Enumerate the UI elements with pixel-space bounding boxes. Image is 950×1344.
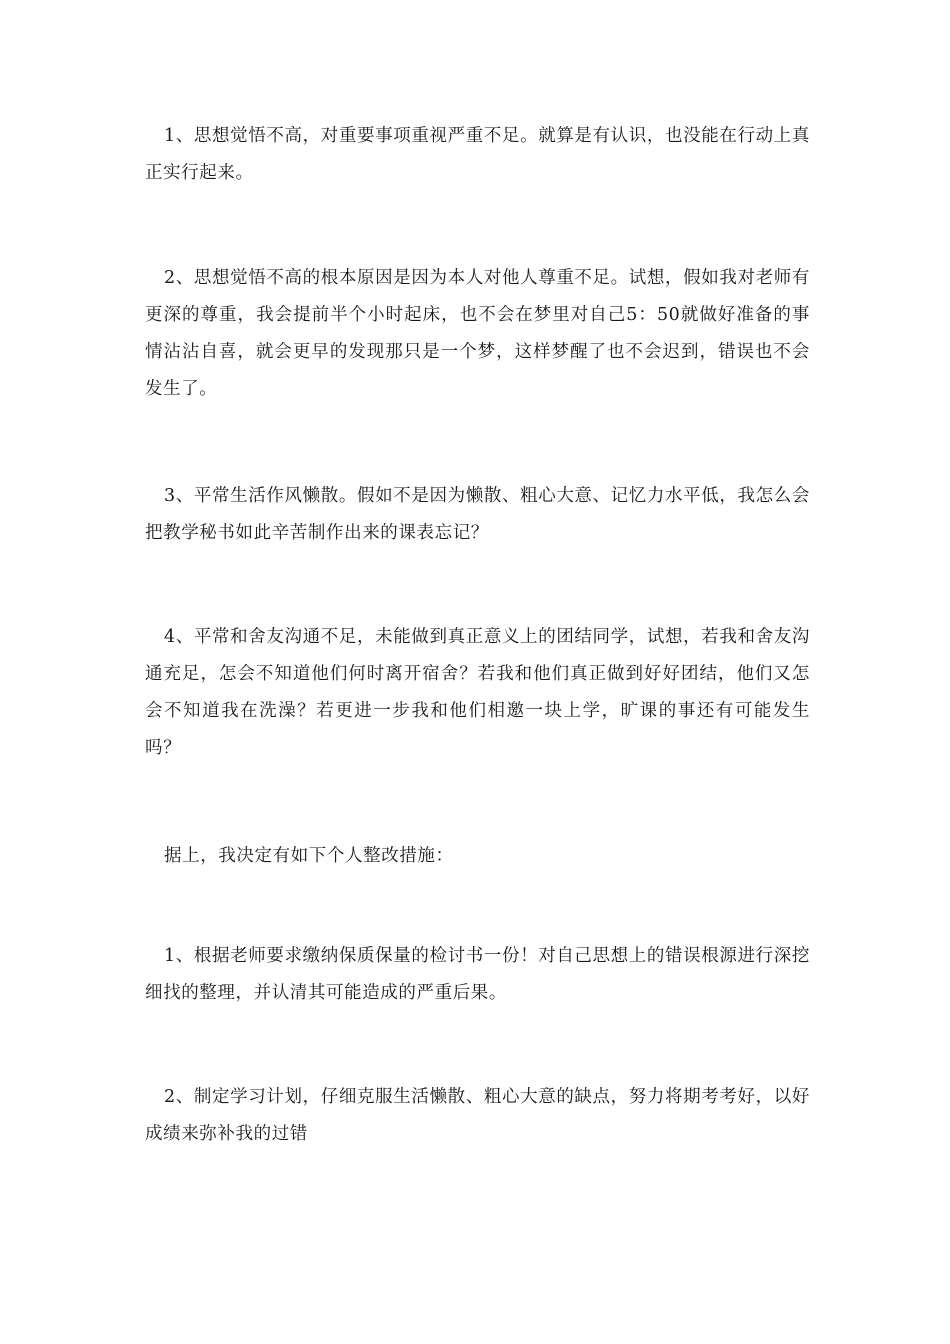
measure-paragraph-1: 1、根据老师要求缴纳保质保量的检讨书一份！对自己思想上的错误根源进行深挖细找的整理，并认清其可能造成的严重后果。	[145, 946, 810, 1003]
reason-paragraph-2: 2、思想觉悟不高的根本原因是因为本人对他人尊重不足。试想，假如我对老师有更深的尊重，我会提前半个小时起床，也不会在梦里对自己5：50就做好准备的事情沾沾自喜，就会更早的发现那只是一个梦，这样梦醒了也不会迟到，错误也不会发生了。	[145, 268, 810, 399]
measures-intro-paragraph: 据上，我决定有如下个人整改措施：	[164, 846, 454, 866]
reason-paragraph-4: 4、平常和舍友沟通不足，未能做到真正意义上的团结同学，试想，若我和舍友沟通充足，怎会不知道他们何时离开宿舍？若我和他们真正做到好好团结，他们又怎会不知道我在洗澡？若更进一步我和他们相邀一块上学，旷课的事还有可能发生吗？	[145, 627, 810, 758]
measure-paragraph-2: 2、制定学习计划，仔细克服生活懒散、粗心大意的缺点，努力将期考考好，以好成绩来弥补我的过错	[145, 1087, 810, 1144]
reason-paragraph-1: 1、思想觉悟不高，对重要事项重视严重不足。就算是有认识，也没能在行动上真正实行起来。	[145, 126, 810, 183]
reason-paragraph-3: 3、平常生活作风懒散。假如不是因为懒散、粗心大意、记忆力水平低，我怎么会把教学秘书如此辛苦制作出来的课表忘记？	[145, 486, 810, 543]
